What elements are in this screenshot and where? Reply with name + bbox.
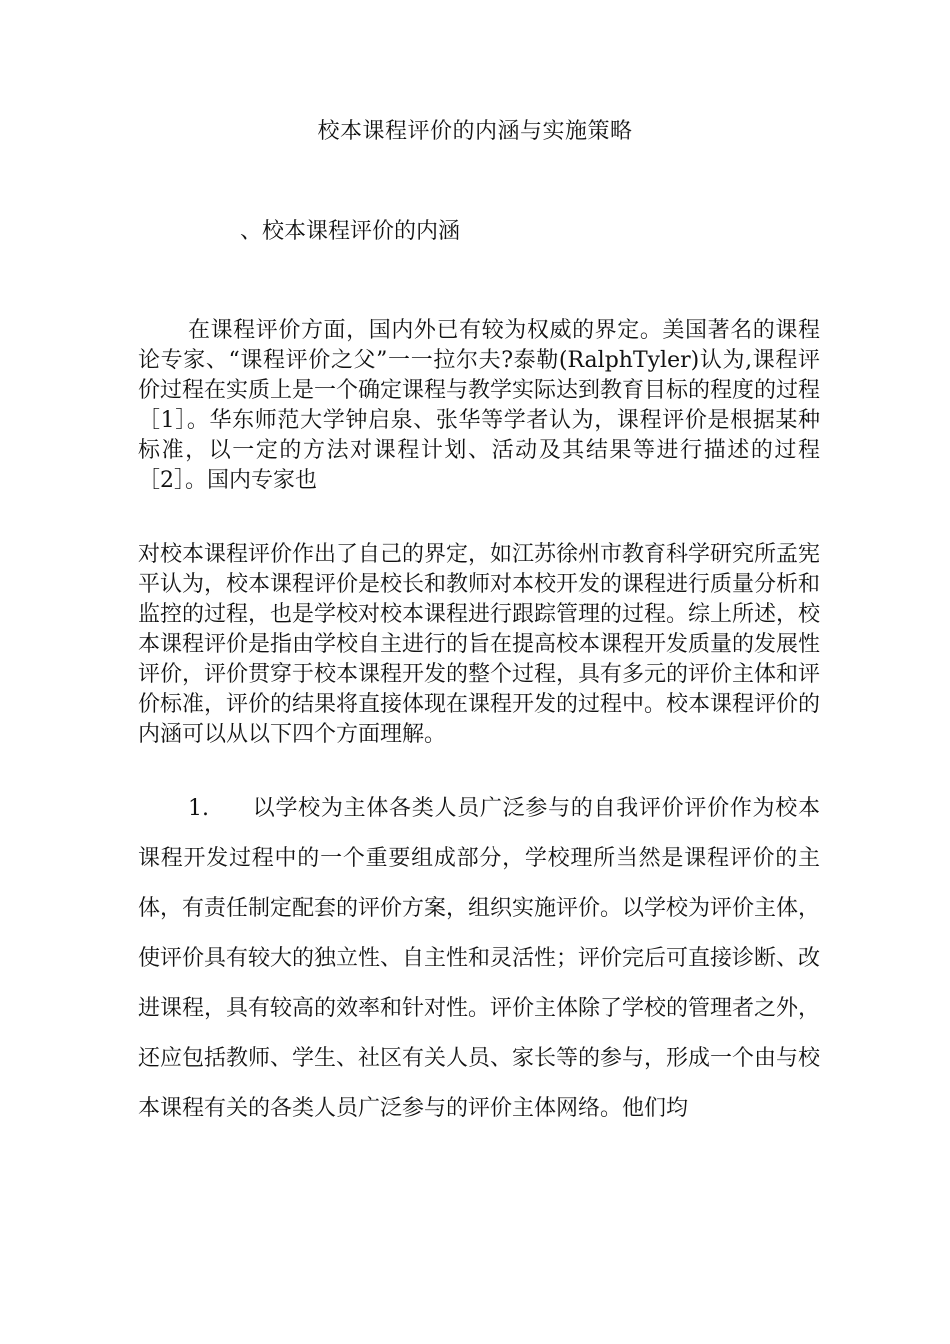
list-item-text: 以学校为主体各类人员广泛参与的自我评价评价作为校本课程开发过程中的一个重要组成部分，学校理所当然是课程评价的主体，有责任制定配套的评价方案，组织实施评价。以学校为评价主体，使评价具有较大的独立性、自主性和灵活性；评价完后可直接诊断、改进课程，具有较高的效率和针对性。评价主体除了学校的管理者之外，还应包括教师、学生、社区有关人员、家长等的参与，形成一个由与校本课程有关的各类人员广泛参与的评价主体网络。他们均 xyxy=(138,796,821,1121)
document-title: 校本课程评价的内涵与实施策略 xyxy=(317,119,633,144)
list-item-1 xyxy=(138,784,820,1134)
list-item-number: 1. xyxy=(188,796,209,821)
paragraph-1: 在课程评价方面，国内外已有较为权威的界定。美国著名的课程论专家、“课程评价之父”一一拉尔夫?泰勒(RalphTyler)认为,课程评价过程在实质上是一个确定课程与教学实际达到教育目标的程度的过程［1］。华东师范大学钟启泉、张华等学者认为，课程评价是根据某种标准，以一定的方法对课程计划、活动及其结果等进行描述的过程［2］。国内专家也 xyxy=(138,318,821,493)
section-heading: 、校本课程评价的内涵 xyxy=(240,219,461,244)
paragraph-2: 对校本课程评价作出了自己的界定，如江苏徐州市教育科学研究所孟宪平认为，校本课程评价是校长和教师对本校开发的课程进行质量分析和监控的过程，也是学校对校本课程进行跟踪管理的过程。综上所述，校本课程评价是指由学校自主进行的旨在提高校本课程开发质量的发展性评价，评价贯穿于校本课程开发的整个过程，具有多元的评价主体和评价标准，评价的结果将直接体现在课程开发的过程中。校本课程评价的内涵可以从以下四个方面理解。 xyxy=(138,542,821,747)
